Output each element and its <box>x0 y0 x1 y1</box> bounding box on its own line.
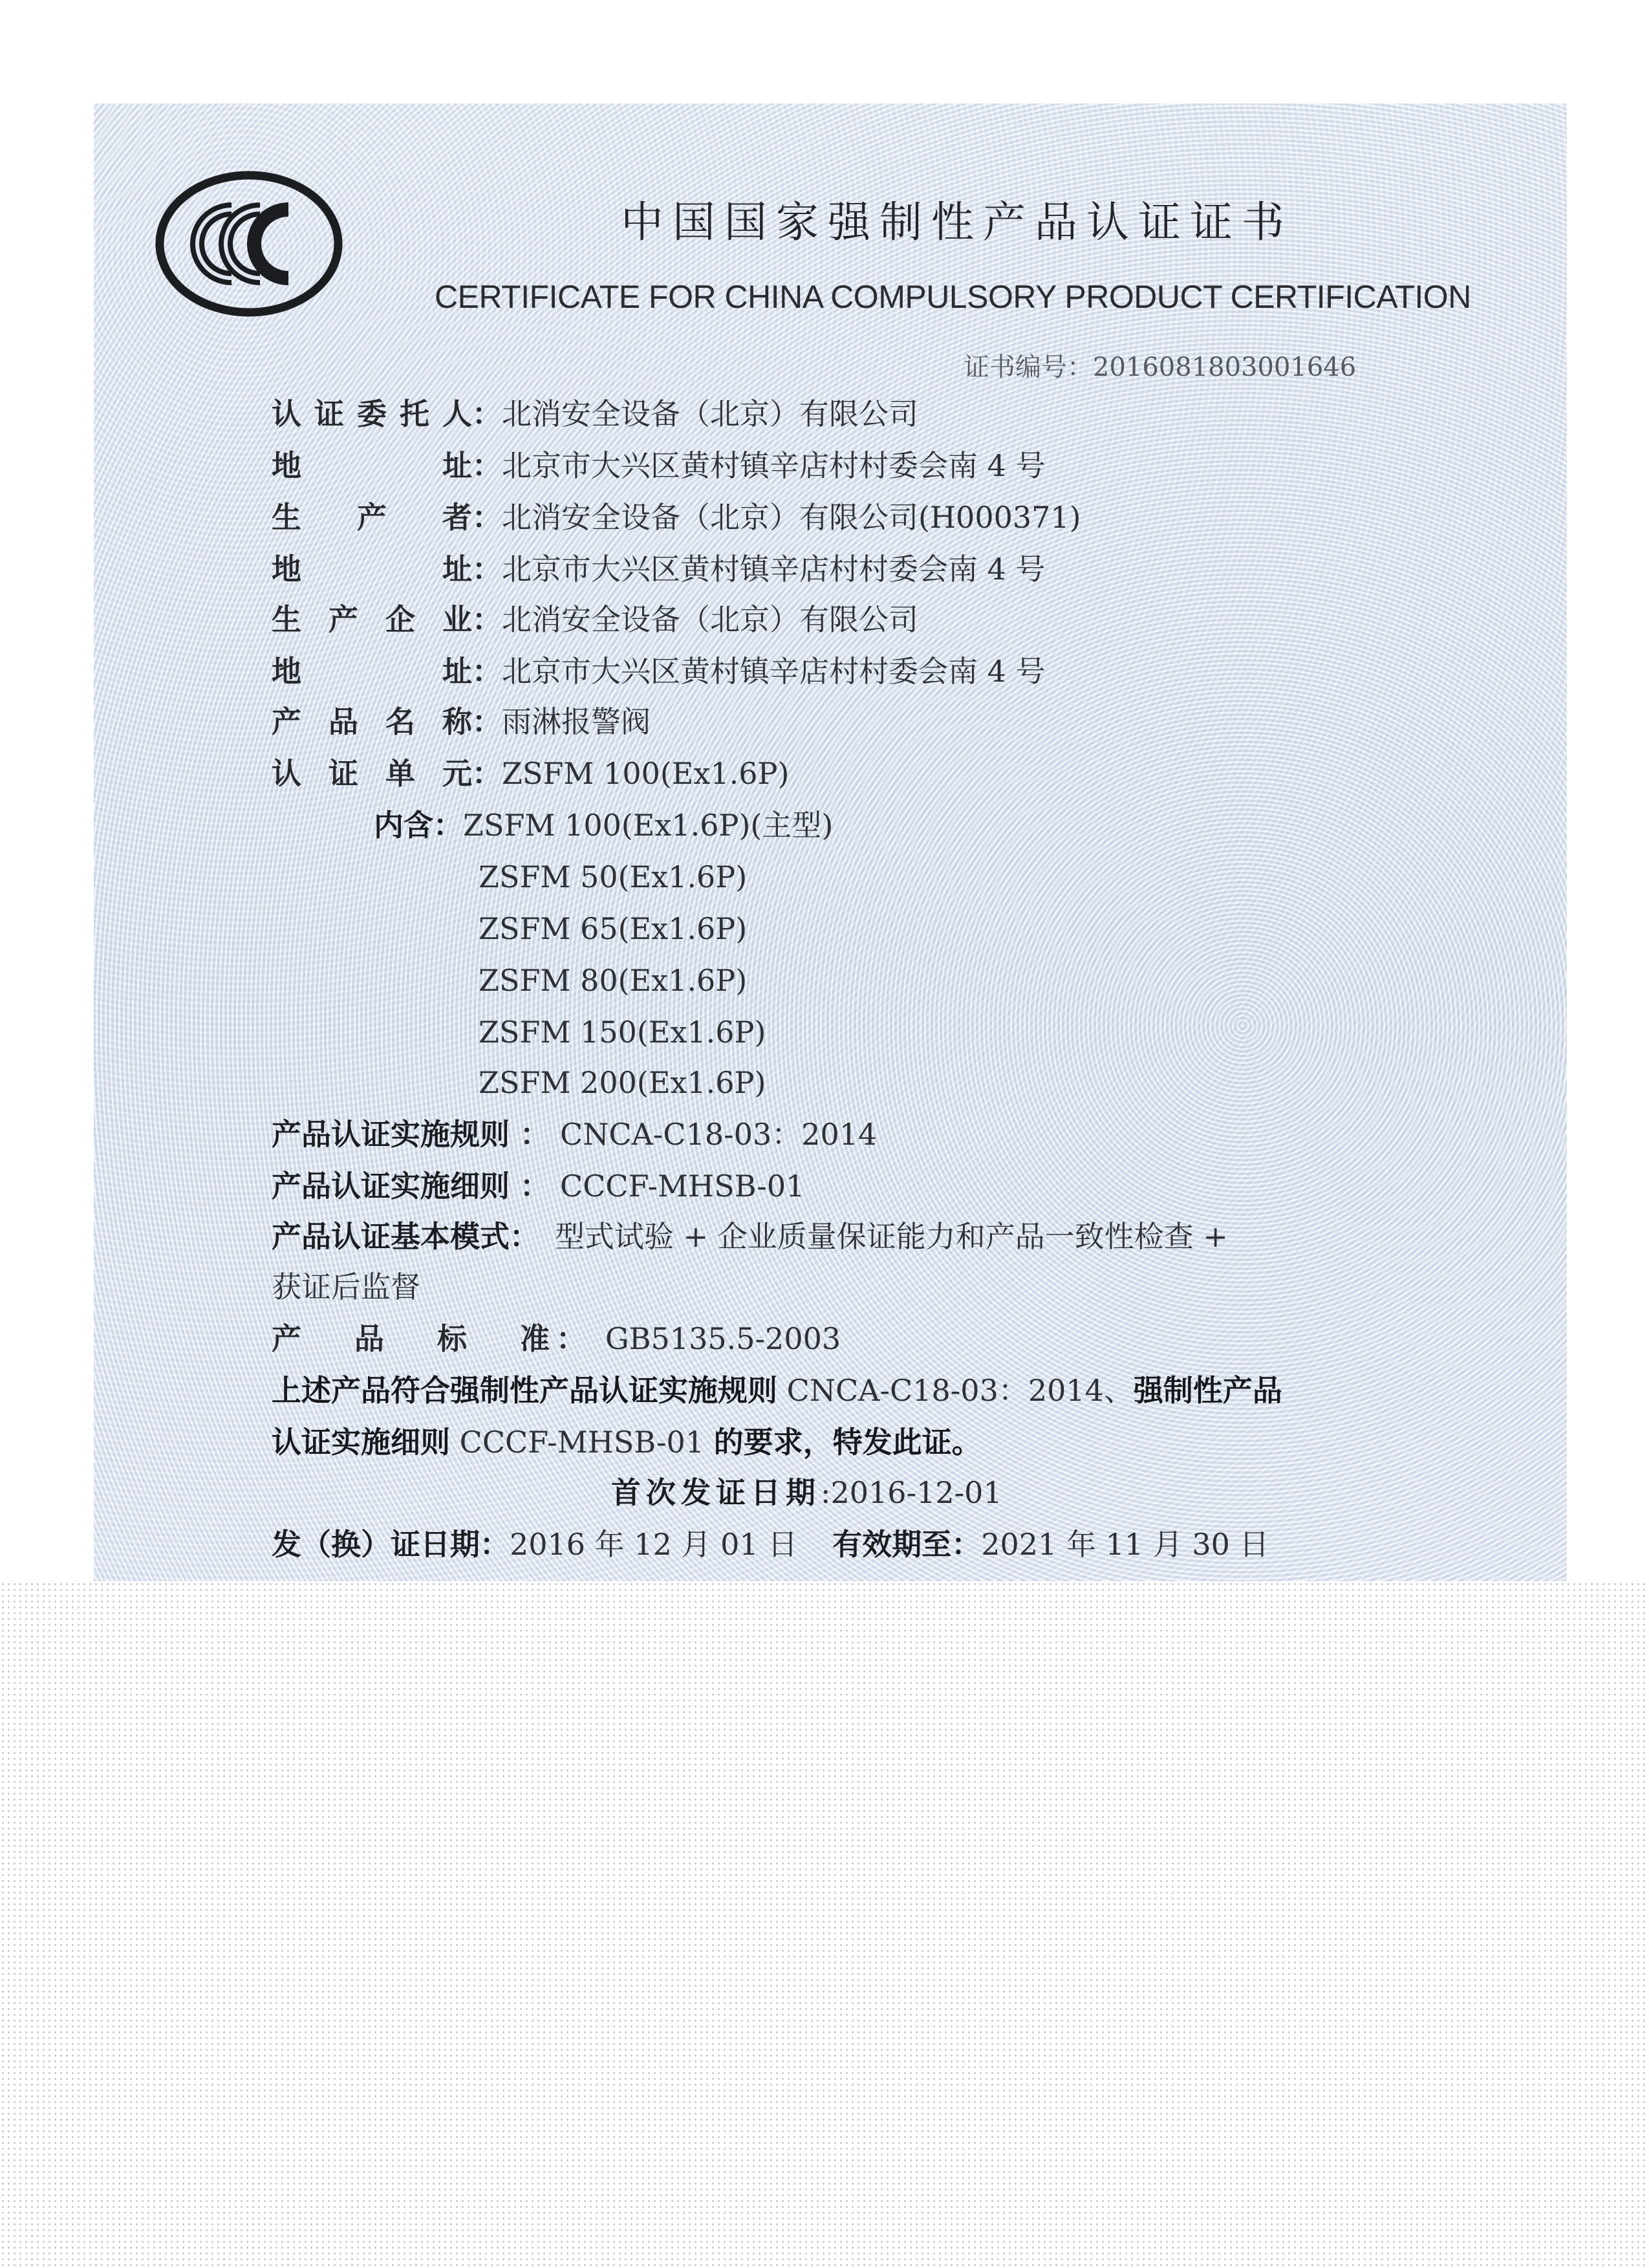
certification-mode-label: 产品认证基本模式： <box>272 1219 539 1254</box>
field-applicant: 认证委托人：北消安全设备（北京）有限公司 <box>272 394 918 433</box>
product-standard: 产品标准 ： GB5135.5-2003 <box>272 1319 841 1358</box>
dotted-background <box>0 1581 1649 2268</box>
certificate-number <box>964 347 1356 383</box>
field-label: 地址 <box>272 448 472 483</box>
valid-until-label: 有效期至： <box>832 1527 982 1562</box>
list-item: ZSFM 150(Ex1.6P) <box>479 1015 766 1050</box>
field-label: 地址 <box>272 654 472 689</box>
title-english: CERTIFICATE FOR CHINA COMPULSORY PRODUCT CERTIFICATION <box>435 279 1471 315</box>
implementation-detail: 产品认证实施细则 ： CCCF-MHSB-01 <box>272 1167 804 1205</box>
field-certification-unit: 认证单元：ZSFM 100(Ex1.6P) <box>272 754 789 793</box>
implementation-rule: 产品认证实施规则 ： CNCA-C18-03：2014 <box>272 1115 877 1154</box>
field-applicant-address: 地址：北京市大兴区黄村镇辛店村村委会南 4 号 <box>272 446 1046 485</box>
product-standard-label: 产品标准 <box>272 1321 550 1356</box>
field-label: 认证委托人 <box>272 396 472 431</box>
field-product-name: 产品名称：雨淋报警阀 <box>272 702 651 741</box>
contains-label: 内含： <box>374 808 463 843</box>
implementation-detail-label: 产品认证实施细则 <box>272 1169 510 1204</box>
field-factory-address: 地址：北京市大兴区黄村镇辛店村村委会南 4 号 <box>272 652 1046 691</box>
ccc-logo <box>155 169 343 318</box>
field-value: 北消安全设备（北京）有限公司(H000371) <box>502 500 1081 535</box>
statement-line-1: 上述产品符合强制性产品认证实施规则 CNCA-C18-03：2014、强制性产品 <box>272 1373 1282 1408</box>
list-item: ZSFM 65(Ex1.6P) <box>479 911 748 946</box>
field-value: ZSFM 100(Ex1.6P) <box>502 756 790 791</box>
field-label: 生产者 <box>272 500 472 535</box>
certificate-number-label: 证书编号： <box>964 352 1093 382</box>
field-manufacturer: 生产者：北消安全设备（北京）有限公司(H000371) <box>272 498 1081 537</box>
field-factory: 生产企业：北消安全设备（北京）有限公司 <box>272 600 918 639</box>
field-value: 北京市大兴区黄村镇辛店村村委会南 4 号 <box>502 448 1046 483</box>
list-item: ZSFM 200(Ex1.6P) <box>479 1065 766 1100</box>
first-issue-date <box>611 1473 1002 1512</box>
field-value: 北京市大兴区黄村镇辛店村村委会南 4 号 <box>502 552 1046 587</box>
title-chinese: 中国国家强制性产品认证证书 <box>621 197 1293 247</box>
certificate-panel <box>94 103 1567 1591</box>
implementation-rule-value: CNCA-C18-03：2014 <box>560 1117 878 1152</box>
first-issue-date-label: 首次发证日期 <box>611 1475 821 1510</box>
certification-mode <box>272 1217 1228 1256</box>
certificate-number-value: 2016081803001646 <box>1093 352 1357 382</box>
certification-mode-value: 型式试验 + 企业质量保证能力和产品一致性检查 + <box>555 1219 1228 1254</box>
issue-and-validity <box>272 1525 1269 1564</box>
first-issue-date-value: :2016-12-01 <box>821 1475 1002 1510</box>
field-value: 北京市大兴区黄村镇辛店村村委会南 4 号 <box>502 654 1046 689</box>
field-label: 生产企业 <box>272 602 472 637</box>
issue-date-value: 2016 年 12 月 01 日 <box>510 1527 798 1562</box>
contains-row <box>374 806 833 845</box>
field-label: 地址 <box>272 552 472 587</box>
field-label: 产品名称 <box>272 704 472 739</box>
statement-line-2: 认证实施细则 CCCF-MHSB-01 的要求，特发此证。 <box>272 1425 982 1460</box>
field-manufacturer-address: 地址：北京市大兴区黄村镇辛店村村委会南 4 号 <box>272 550 1046 589</box>
list-item: ZSFM 100(Ex1.6P)(主型) <box>463 808 834 843</box>
field-value: 北消安全设备（北京）有限公司 <box>502 602 918 637</box>
field-label: 认证单元 <box>272 756 472 791</box>
implementation-rule-label: 产品认证实施规则 <box>272 1117 510 1152</box>
field-value: 北消安全设备（北京）有限公司 <box>502 396 918 431</box>
implementation-detail-value: CCCF-MHSB-01 <box>560 1169 805 1204</box>
certification-mode-value-cont: 获证后监督 <box>272 1269 420 1304</box>
valid-until-value: 2021 年 11 月 30 日 <box>981 1527 1269 1562</box>
list-item: ZSFM 50(Ex1.6P) <box>479 859 748 894</box>
field-value: 雨淋报警阀 <box>502 704 651 739</box>
list-item: ZSFM 80(Ex1.6P) <box>479 963 748 998</box>
product-standard-value: GB5135.5-2003 <box>605 1321 841 1356</box>
issue-date-label: 发（换）证日期： <box>272 1527 510 1562</box>
